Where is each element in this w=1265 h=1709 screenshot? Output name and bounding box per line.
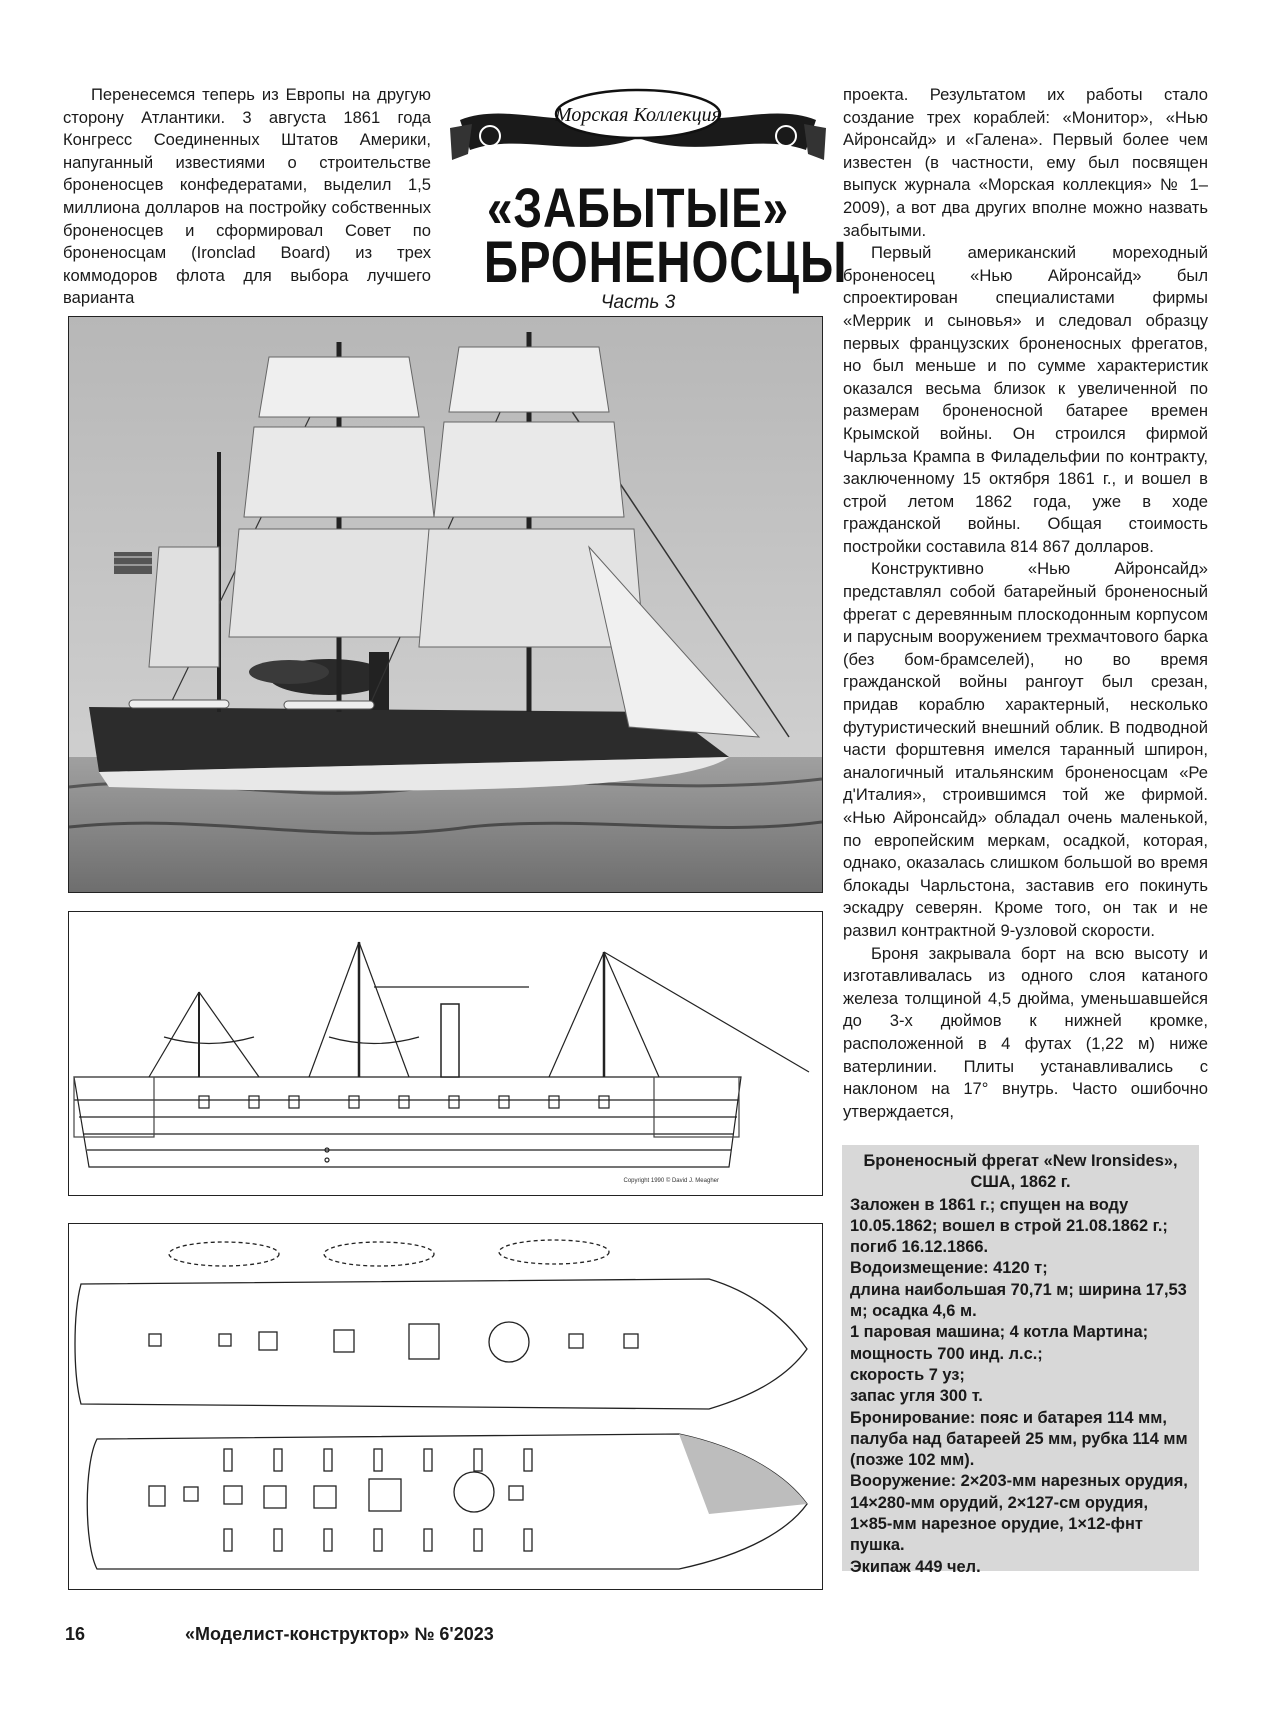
part-label: Часть 3 xyxy=(600,292,676,313)
title-line-1: «ЗАБЫТЫЕ» xyxy=(487,176,789,239)
paragraph: Конструктивно «Нью Айронсайд» представлял собой батарейный броненосный фрегат с деревянным плоскодонным корпусом и парусным вооружением трехмачтового барка (без бом-брамселей), но во время гражданской войны рангоут был срезан, придав кораблю характерный, несколько футуристический внешний облик. В подводной части форштевня имелся таранный шпирон, аналогичный итальянским броненосцам «Ре д'Италия», строившимся той же фирмой. «Нью Айронсайд» обладал очень маленькой, по европейским меркам, осадкой, которая, однако, оказалась слишком большой во время блокады Чарльстона, заставив его покинуть эскадру северян. Кроме того, он так и не развил контрактной 9-узловой скорости. xyxy=(843,559,1208,940)
series-logo xyxy=(450,80,826,178)
ship-side-elevation xyxy=(68,911,823,1196)
title-line-2: БРОНЕНОСЦЫ xyxy=(483,230,848,295)
paragraph: Броня закрывала борт на всю высоту и изготавливалась из одного слоя катаного железа толщиной 4,5 дюйма, уменьшавшейся до 3-х дюймов к нижней кромке, расположенной в 4 футах (1,22 м) ниже ватерлинии. Плиты устанавливались с наклоном на 17° внутрь. Часто ошибочно утверждается, xyxy=(843,943,1208,1121)
paragraph: Первый американский мореходный броненосец «Нью Айронсайд» был спроектирован специалистами фирмы «Меррик и сыновья» и следовал образцу первых французских броненосных фрегатов, но был меньше и по сумме характеристик оказался весьма близок к увеличенной по размерам броненосной батарее времен Крымской войны. Он строился фирмой Чарльза Крампа в Филадельфии по контракту, заключенному 15 октября 1861 г., и вошел в строй летом 1862 года, уже в ходе гражданской войны. Общая стоимость постройки составила 814 867 долларов. xyxy=(843,243,1208,556)
side-elevation-drawing xyxy=(69,912,822,1195)
right-text-column xyxy=(843,84,1208,1123)
spec-line: Бронирование: пояс и батарея 114 мм, палуба над батареей 25 мм, рубка 114 мм (позже 102 мм). xyxy=(850,1408,1188,1470)
specs-title: Броненосный фрегат «New Ironsides», США, 1862 г. xyxy=(863,1152,1178,1192)
spec-line: Водоизмещение: 4120 т; xyxy=(850,1259,1048,1278)
ship-painting xyxy=(68,316,823,893)
spec-line: скорость 7 уз; xyxy=(850,1365,965,1384)
spec-line: длина наибольшая 70,71 м; ширина 17,53 м; осадка 4,6 м. xyxy=(850,1280,1187,1321)
specs-box xyxy=(842,1145,1199,1576)
drawing-copyright: Copyright 1990 © David J. Meagher xyxy=(623,1178,719,1184)
page-number: 16 xyxy=(65,1624,86,1644)
spec-line: запас угля 300 т. xyxy=(850,1387,983,1406)
intro-paragraph xyxy=(63,84,431,310)
deck-plan-drawing xyxy=(69,1224,822,1589)
ship-painting-illustration xyxy=(69,317,822,892)
spec-line: Вооружение: 2×203-мм нарезных орудия, 14×280-мм орудий, 2×127-см орудия, 1×85-мм нарезное орудие, 1×12-фнт пушка. xyxy=(850,1472,1188,1555)
paragraph: проекта. Результатом их работы стало создание трех кораблей: «Монитор», «Нью Айронсайд» и «Галена». Первый более чем известен (в частности, ему был посвящен выпуск журнала «Морская коллекция» № 1–2009), а вот два других вполне можно назвать забытыми. xyxy=(843,85,1208,240)
intro-text: Перенесемся теперь из Европы на другую сторону Атлантики. 3 августа 1861 года Конгресс Соединенных Штатов Америки, напуганный известиями о строительстве броненосцев конфедератами, выделил 1,5 миллиона долларов на постройку собственных броненосцев и сформировал Совет по броненосцам (Ironclad Board) из трех коммодоров флота для выбора лучшего варианта xyxy=(63,85,431,308)
series-logo-text: Морская Коллекция xyxy=(555,104,721,126)
article-title-block xyxy=(450,80,848,313)
spec-line: 1 паровая машина; 4 котла Мартина; мощность 700 инд. л.с.; xyxy=(850,1323,1149,1363)
ship-deck-plan xyxy=(68,1223,823,1590)
spec-line: Заложен в 1861 г.; спущен на воду 10.05.1862; вошел в строй 21.08.1862 г.; погиб 16.12.1866. xyxy=(850,1195,1168,1257)
spec-line: Экипаж 449 чел. xyxy=(850,1557,981,1576)
magazine-reference: «Моделист-конструктор» № 6'2023 xyxy=(185,1624,494,1644)
